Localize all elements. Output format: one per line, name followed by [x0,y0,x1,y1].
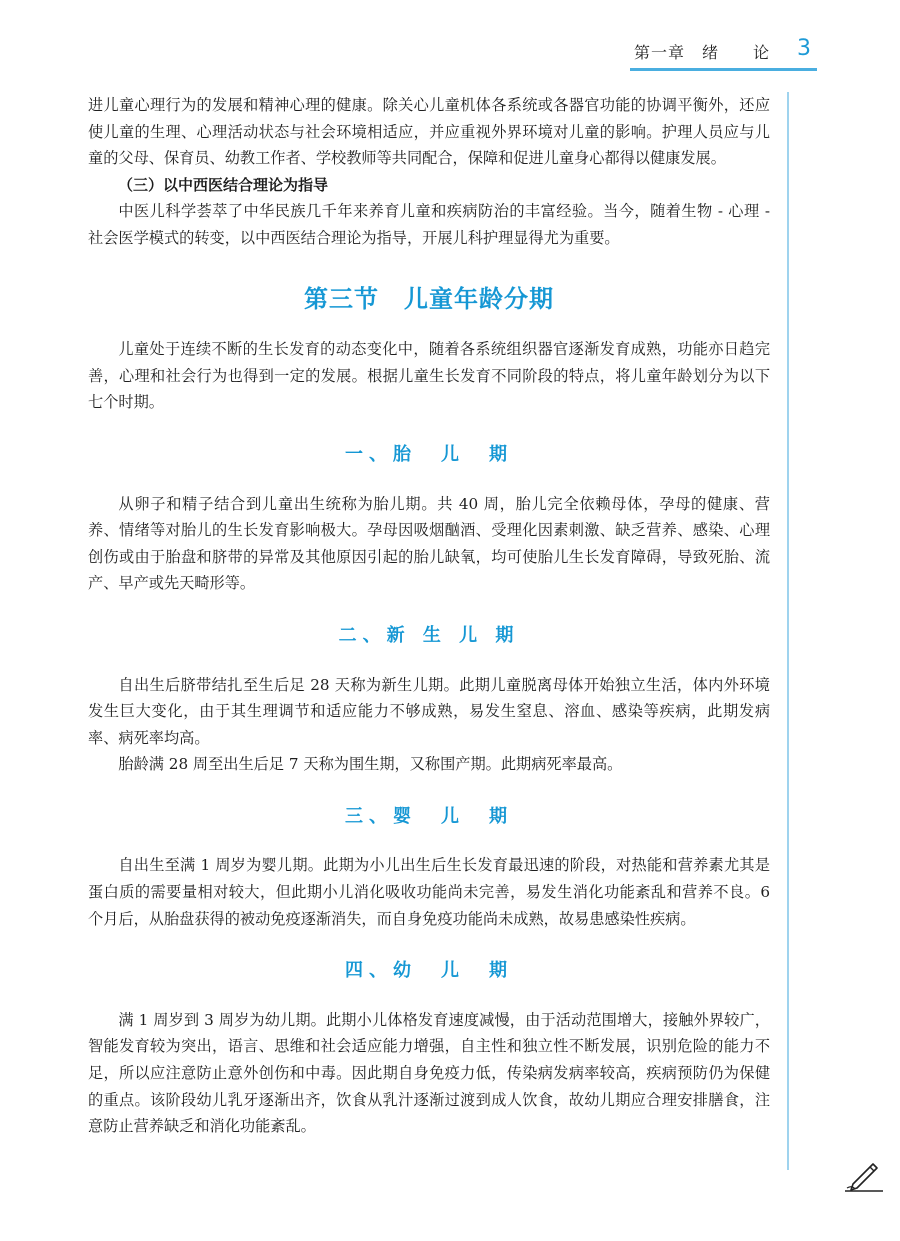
sub-heading: （三）以中西医结合理论为指导 [118,175,329,194]
period-paragraph: 自出生至满 1 周岁为婴儿期。此期为小儿出生后生长发育最迅速的阶段，对热能和营养素尤其是蛋白质的需要量相对较大，但此期小儿消化吸收功能尚未完善，易发生消化功能紊乱和营养不良。6 个月后，从胎盘获得的被动免疫逐渐消失，而自身免疫功能尚未成熟，故易患感染性疾病。 [88,856,770,928]
pen-icon [843,1158,885,1192]
page-body [88,92,770,1140]
intro-paragraph: 进儿童心理行为的发展和精神心理的健康。除关心儿童机体各系统或各器官功能的协调平衡外，还应使儿童的生理、心理活动状态与社会环境相适应，并应重视外界环境对儿童的影响。护理人员应与儿童的父母、保育员、幼教工作者、学校教师等共同配合，保障和促进儿童身心都得以健康发展。 [88,96,770,168]
chapter-title: 第一章 绪 论 [633,43,770,62]
period-paragraph: 自出生后脐带结扎至生后足 28 天称为新生儿期。此期儿童脱离母体开始独立生活，体内外环境发生巨大变化，由于其生理调节和适应能力不够成熟，易发生窒息、溶血、感染等疾病，此期发病率、病死率均高。 [88,675,770,747]
period-title-toddler: 四、幼 儿 期 [345,960,513,982]
period-paragraph: 从卵子和精子结合到儿童出生统称为胎儿期。共 40 周，胎儿完全依赖母体，孕母的健康、营养、情绪等对胎儿的生长发育影响极大。孕母因吸烟酗酒、受理化因素刺激、缺乏营养、感染、心理创伤或由于胎盘和脐带的异常及其他原因引起的胎儿缺氧，均可使胎儿生长发育障碍，导致死胎、流产、早产或先天畸形等。 [88,494,770,593]
period-title-neonatal: 二、新 生 儿 期 [338,624,520,646]
intro-paragraph-2: 中医儿科学荟萃了中华民族几千年来养育儿童和疾病防治的丰富经验。当今，随着生物 - 心理 - 社会医学模式的转变，以中西医结合理论为指导，开展儿科护理显得尤为重要。 [88,202,770,247]
page-header [0,38,900,68]
period-paragraph: 胎龄满 28 周至出生后足 7 天称为围生期，又称围产期。此期病死率最高。 [118,755,623,774]
side-rule [787,92,789,1170]
period-paragraph: 满 1 周岁到 3 周岁为幼儿期。此期小儿体格发育速度减慢，由于活动范围增大，接触外界较广，智能发育较为突出，语言、思维和社会适应能力增强，自主性和独立性不断发展，识别危险的能力不足，所以应注意防止意外创伤和中毒。因此期自身免疫力低，传染病发病率较高，疾病预防仍为保健的重点。该阶段幼儿乳牙逐渐出齐，饮食从乳汁逐渐过渡到成人饮食，故幼儿期应合理安排膳食，注意防止营养缺乏和消化功能紊乱。 [88,1010,770,1136]
period-title-infant: 三、婴 儿 期 [345,805,513,827]
header-rule [630,68,817,71]
section-title: 第三节 儿童年龄分期 [304,284,554,313]
period-title-fetal: 一、胎 儿 期 [345,443,513,465]
section-paragraph: 儿童处于连续不断的生长发育的动态变化中，随着各系统组织器官逐渐发育成熟，功能亦日趋完善，心理和社会行为也得到一定的发展。根据儿童生长发育不同阶段的特点，将儿童年龄划分为以下七个时期。 [88,340,770,412]
page-number: 3 [797,36,811,61]
